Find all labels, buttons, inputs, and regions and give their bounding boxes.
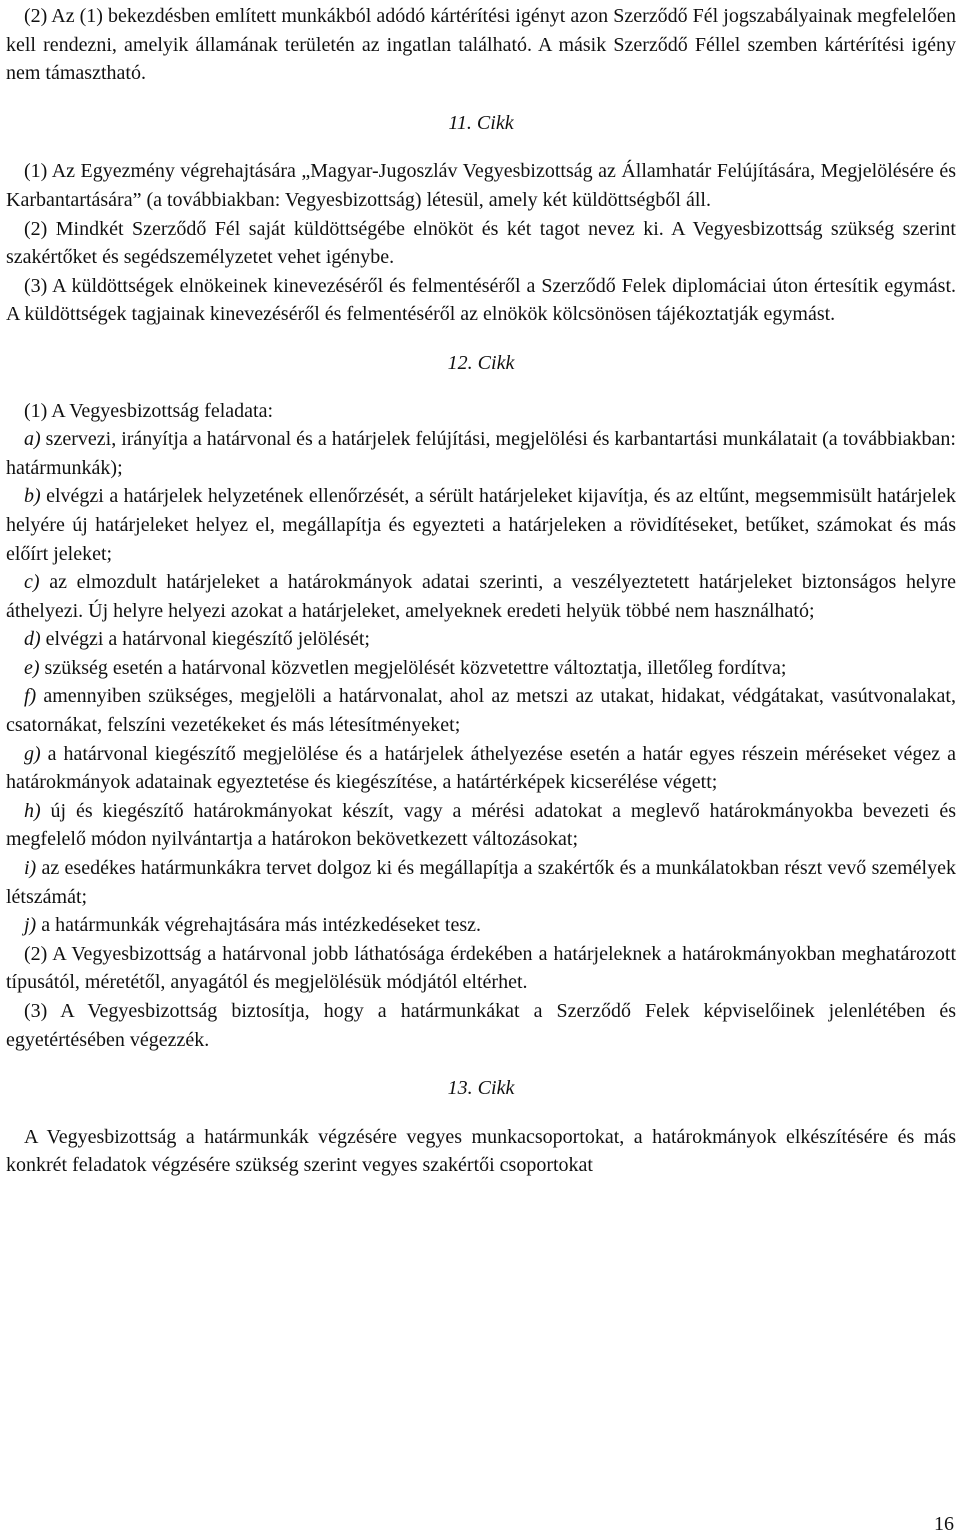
task-item-c [6,568,956,625]
task-item-label: h) [24,799,41,822]
task-item-text: elvégzi a határjelek helyzetének ellenőrzését, a sérült határjeleket kijavítja, és az eltűnt, megsemmisült határjelek helyére új határjeleket helyez el, megállapítja és egyezteti a határjeleken a rövidítéseket, betűket, számokat és más előírt jeleket; [6,485,956,565]
task-item-b [6,482,956,568]
task-item-i [6,854,956,911]
article-13-heading: 13. Cikk [447,1077,515,1100]
task-item-label: j) [24,914,37,937]
task-item-text: a határmunkák végrehajtására más intézkedéseket tesz. [36,914,482,937]
task-item-label: a) [24,428,41,451]
article-12-task-list [6,425,956,940]
article-12-heading: 12. Cikk [447,351,515,374]
article-13-paragraph-1: A Vegyesbizottság a határmunkák végzésére vegyes munkacsoportokat, a határokmányok elkészítésére és más konkrét feladatok végzésére szükség szerint vegyes szakértői csoportokat [6,1125,956,1177]
task-item-text: szükség esetén a határvonal közvetlen megjelölését közvetettre változtatja, illetőleg fordítva; [39,656,787,679]
article-11-heading: 11. Cikk [448,111,514,134]
task-item-text: a határvonal kiegészítő megjelölése és a határjelek áthelyezése esetén a határ egyes részein méréseket végez a határokmányok adatainak egyeztetése és kiegészítése, a határtérképek kicserélése végett; [6,742,956,794]
task-item-h [6,797,956,854]
article-12-intro: (1) A Vegyesbizottság feladata: [24,399,274,422]
task-item-label: b) [24,485,41,508]
task-item-label: d) [24,628,41,651]
task-item-f [6,682,956,739]
task-item-label: i) [24,857,37,880]
article-12-paragraph-2: (2) A Vegyesbizottság a határvonal jobb láthatósága érdekében a határjeleknek a határokmányokban meghatározott típusától, méretétől, anyagától és megjelölésük módjától eltérhet. [6,942,956,994]
article-11-paragraph-2: (2) Mindkét Szerződő Fél saját küldöttségébe elnököt és két tagot nevez ki. A Vegyesbizottság szükség szerint szakértőket és segédszemélyzetet vehet igénybe. [6,217,956,269]
page-number: 16 [934,1513,954,1535]
task-item-text: az esedékes határmunkákra tervet dolgoz ki és megállapítja a szakértők és a munkálatokban részt vevő személyek létszámát; [6,857,956,908]
task-item-label: f) [24,685,37,708]
document-page [6,2,956,1180]
task-item-label: e) [24,656,40,679]
task-item-e [6,654,956,683]
task-item-label: g) [24,742,41,765]
task-item-text: az elmozdult határjeleket a határokmányok adatai szerinti, a veszélyeztetett határjeleket biztonságos helyre áthelyezi. Új helyre helyezi azokat a határjeleket, amelyeknek eredeti helyük többé nem használható; [6,571,956,622]
task-item-a [6,425,956,482]
task-item-g [6,740,956,797]
article-11-paragraph-1: (1) Az Egyezmény végrehajtására „Magyar-Jugoszláv Vegyesbizottság az Államhatár Felújítására, Megjelölésére és Karbantartására” (a továbbiakban: Vegyesbizottság) létesül, amely két küldöttségből áll. [6,160,956,211]
task-item-d [6,625,956,654]
task-item-text: új és kiegészítő határokmányokat készít, vagy a mérési adatokat a meglevő határokmányokba bevezeti és megfelelő módon nyilvántartja a határokon bekövetkezett változásokat; [6,799,956,851]
task-item-label: c) [24,571,40,594]
article-11-paragraph-3: (3) A küldöttségek elnökeinek kinevezéséről és felmentéséről a Szerződő Felek diplomáciai úton értesítik egymást. A küldöttségek tagjainak kinevezéséről és felmentéséről az elnökök kölcsönösen tájékoztatják egymást. [6,274,956,326]
task-item-text: amennyiben szükséges, megjelöli a határvonalat, ahol az metszi az utakat, hidakat, védgátakat, vasútvonalakat, csatornákat, felszíni vezetékeket és más létesítményeket; [6,685,956,737]
task-item-text: elvégzi a határvonal kiegészítő jelölését; [40,628,370,651]
task-item-text: szervezi, irányítja a határvonal és a határjelek felújítási, megjelölési és karbantartási munkálatait (a továbbiakban: határmunkák); [6,428,956,479]
article-12-paragraph-3: (3) A Vegyesbizottság biztosítja, hogy a határmunkákat a Szerződő Felek képviselőinek jelenlétében és egyetértésében végezzék. [6,1000,956,1051]
task-item-j [6,911,956,940]
paragraph-10-2: (2) Az (1) bekezdésben említett munkákból adódó kártérítési igényt azon Szerződő Fél jogszabályainak megfelelően kell rendezni, amelyik államának területén az ingatlan található. A másik Szerződő Féllel szemben kártérítési igény nem támasztható. [6,5,956,85]
